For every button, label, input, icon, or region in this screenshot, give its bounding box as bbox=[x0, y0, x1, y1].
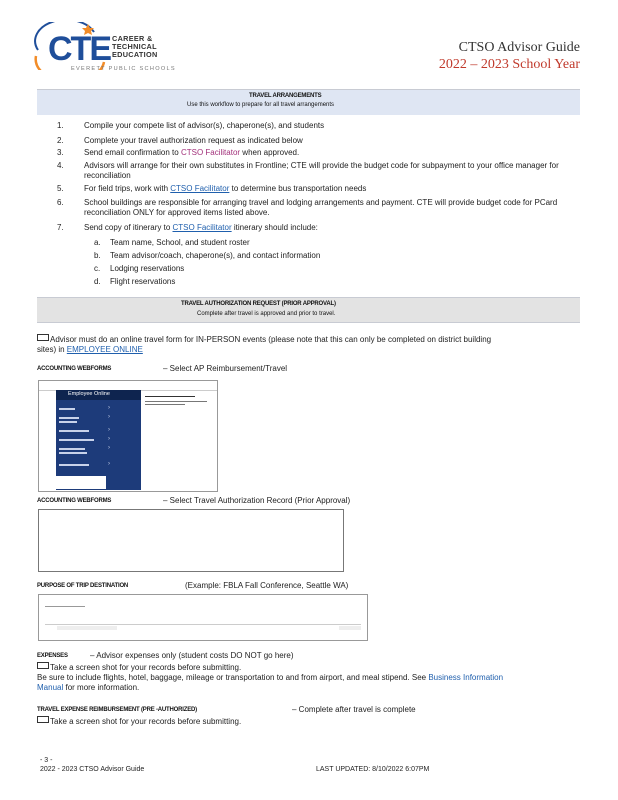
itinerary-letter: a. bbox=[94, 238, 101, 247]
business-information-manual-link[interactable]: Business Information bbox=[428, 673, 504, 682]
step-number: 1. bbox=[57, 121, 64, 130]
online-form-intro: Advisor must do an online travel form for IN-PERSON events (please note that this can only be completed on district building sites) in EMPLOYEE ONLINE bbox=[37, 335, 492, 354]
reimbursement-text: – Complete after travel is complete bbox=[292, 705, 416, 714]
step-text: Complete your travel authorization request as indicated below bbox=[84, 136, 303, 145]
school-year: 2022 – 2023 School Year bbox=[438, 57, 580, 72]
step-text: School buildings are responsible for arranging travel and lodging arrangements and payment. CTE will provide budget code for PCard reconciliation ONLY for approved items listed above. bbox=[84, 198, 558, 217]
step-text: Advisors will arrange for their own substitutes in Frontline; CTE will provide the budget code for subpayment to your office manager for reconciliation bbox=[84, 161, 559, 180]
step-number: 6. bbox=[57, 198, 64, 207]
step1-text: – Select AP Reimbursement/Travel bbox=[163, 364, 288, 373]
document-title: CTSO Advisor Guide bbox=[458, 40, 580, 55]
step-number: 4. bbox=[57, 161, 64, 170]
itinerary-letter: d. bbox=[94, 277, 101, 286]
employee-online-link[interactable]: EMPLOYEE ONLINE bbox=[66, 345, 143, 354]
logo-text: CTE bbox=[48, 30, 110, 68]
ctso-facilitator-link[interactable]: CTSO Facilitator bbox=[172, 223, 232, 232]
reimbursement-label: TRAVEL EXPENSE REIMBURSEMENT (PRE -AUTHORIZED) bbox=[37, 707, 197, 713]
expenses-label: EXPENSES bbox=[37, 653, 68, 659]
menu-title: Employee Online bbox=[68, 391, 110, 397]
travel-authorization-banner bbox=[37, 297, 580, 323]
travel-authorization-heading: TRAVEL AUTHORIZATION REQUEST (PRIOR APPROVAL) bbox=[181, 301, 336, 307]
step-number: 7. bbox=[57, 223, 64, 232]
step-number: 3. bbox=[57, 148, 64, 157]
step2-text: – Select Travel Authorization Record (Prior Approval) bbox=[163, 496, 351, 505]
logo-district: EVERETT PUBLIC SCHOOLS bbox=[71, 66, 176, 72]
travel-arrangements-banner bbox=[37, 89, 580, 115]
reimbursement-note: Take a screen shot for your records before submitting. bbox=[37, 716, 241, 727]
travel-arrangements-subheading: Use this workflow to prepare for all travel arrangements bbox=[187, 102, 335, 108]
step2-label: ACCOUNTING WEBFORMS bbox=[37, 498, 112, 504]
step-text: Compile your compete list of advisor(s), chaperone(s), and students bbox=[84, 121, 325, 130]
ctso-facilitator-link: CTSO Facilitator bbox=[180, 148, 241, 157]
travel-authorization-subheading: Complete after travel is approved and prior to travel. bbox=[197, 311, 336, 317]
travel-authorization-screenshot bbox=[38, 509, 344, 572]
step-text: Send copy of itinerary to CTSO Facilitator itinerary should include: bbox=[84, 223, 318, 232]
employee-online-menu-screenshot: Employee Online › › › › › › bbox=[38, 380, 218, 492]
purpose-label: PURPOSE OF TRIP DESTINATION bbox=[37, 583, 129, 589]
ctso-facilitator-link[interactable]: CTSO Facilitator bbox=[170, 184, 230, 193]
itinerary-text: Team name, School, and student roster bbox=[110, 238, 250, 247]
cte-logo bbox=[34, 22, 184, 70]
step-number: 2. bbox=[57, 136, 64, 145]
itinerary-letter: b. bbox=[94, 251, 101, 260]
checkbox-icon bbox=[37, 716, 49, 723]
purpose-example: (Example: FBLA Fall Conference, Seattle WA) bbox=[185, 581, 349, 590]
step-text: For field trips, work with CTSO Facilitator to determine bus transportation needs bbox=[84, 184, 367, 193]
itinerary-text: Team advisor/coach, chaperone(s), and contact information bbox=[110, 251, 321, 260]
footer-last-updated: LAST UPDATED: 8/10/2022 6:07PM bbox=[316, 766, 430, 773]
travel-arrangements-heading: TRAVEL ARRANGEMENTS bbox=[249, 93, 322, 99]
step-text: Send email confirmation to CTSO Facilitator when approved. bbox=[84, 148, 300, 157]
logo-subtitle: CAREER & TECHNICAL EDUCATION bbox=[112, 34, 158, 60]
step1-label: ACCOUNTING WEBFORMS bbox=[37, 366, 112, 372]
checkbox-icon bbox=[37, 662, 49, 669]
page-number: - 3 - bbox=[40, 757, 53, 764]
itinerary-text: Flight reservations bbox=[110, 277, 176, 286]
expenses-text: – Advisor expenses only (student costs DO NOT go here) bbox=[90, 651, 294, 660]
footer-guide: 2022 - 2023 CTSO Advisor Guide bbox=[40, 766, 145, 773]
step-number: 5. bbox=[57, 184, 64, 193]
checkbox-icon bbox=[37, 334, 49, 341]
itinerary-letter: c. bbox=[94, 264, 101, 273]
business-information-manual-link-2[interactable]: Manual bbox=[37, 683, 64, 692]
purpose-form-screenshot bbox=[38, 594, 368, 641]
expenses-notes: Take a screen shot for your records before submitting. Be sure to include flights, hotel, baggage, mileage or transportation to and from airport, and meal stipend. See Business Information Manual for more information. bbox=[37, 663, 504, 692]
itinerary-text: Lodging reservations bbox=[110, 264, 185, 273]
